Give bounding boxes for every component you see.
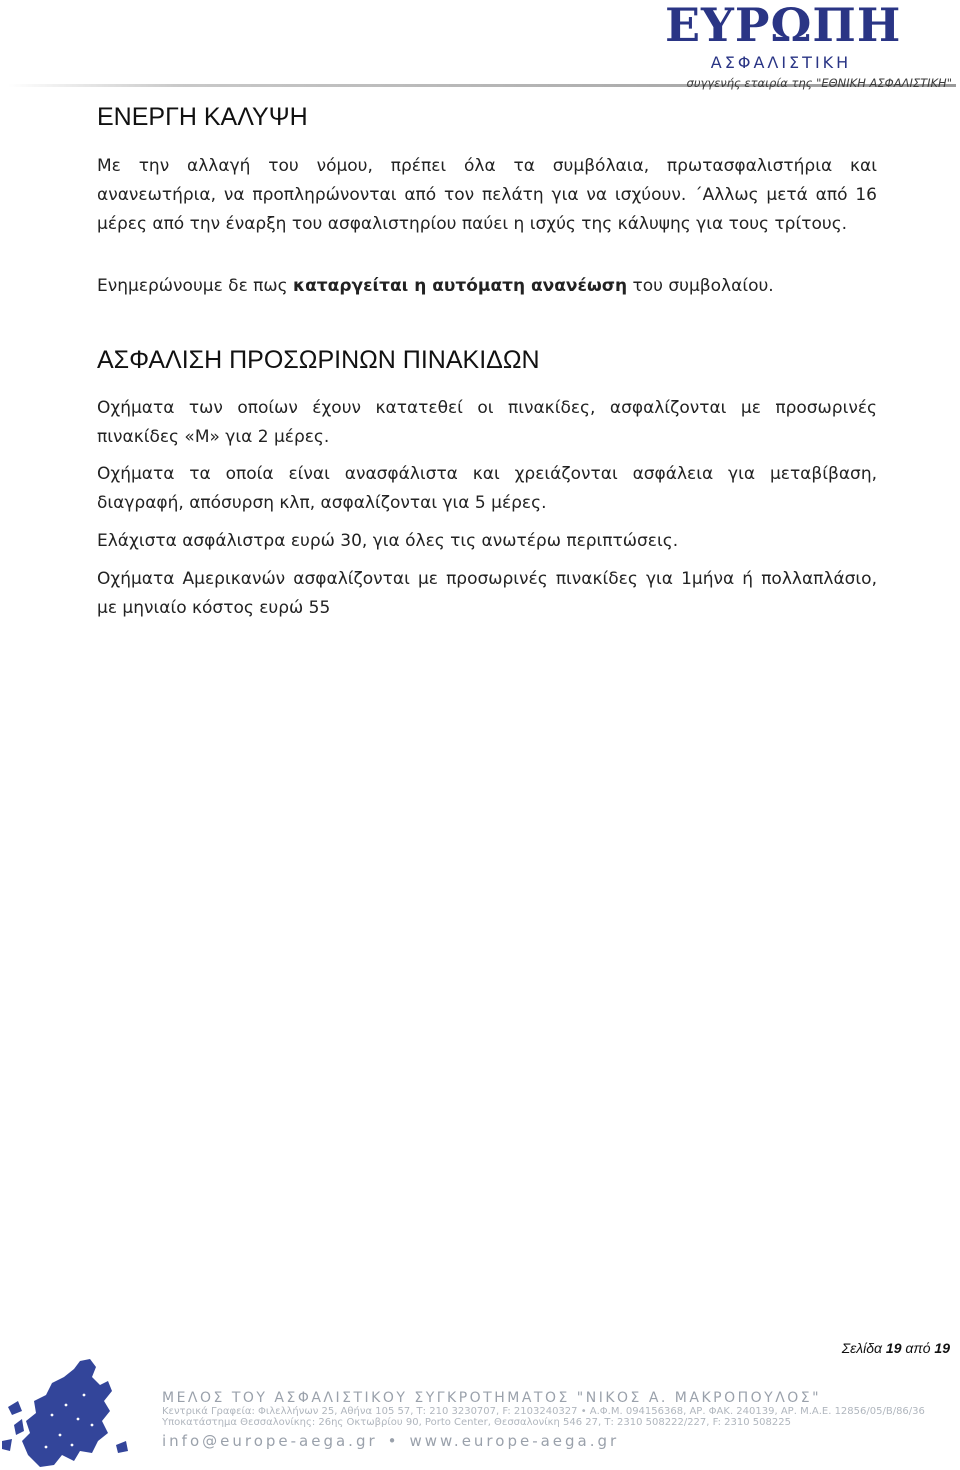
page-current: 19 <box>885 1340 902 1356</box>
logo-tagline: συγγενής εταιρία της "ΕΘΝΙΚΗ ΑΣΦΑΛΙΣΤΙΚΗ" <box>686 76 952 90</box>
company-footer <box>162 1390 952 1450</box>
footer-address-line: Κεντρικά Γραφεία: Φιλελλήνων 25, Αθήνα 105 57, Τ: 210 3230707, F: 2103240327 • Α.Φ.Μ. 094156368, ΑΡ. ΦΑΚ. 240139, ΑΡ. Μ.Α.Ε. 12856/05/Β/86/36 <box>162 1406 925 1417</box>
page-total: 19 <box>934 1340 950 1356</box>
section-heading-active-coverage: ΕΝΕΡΓΗ ΚΑΛΥΨΗ <box>97 103 308 131</box>
company-logo <box>617 0 952 92</box>
footer-bullet: • <box>387 1432 400 1450</box>
bold-text-run: καταργείται η αυτόματη ανανέωση <box>293 276 628 296</box>
text-run: Ενημερώνουμε δε πως <box>97 276 294 296</box>
footer-branch-line: Υποκατάστημα Θεσσαλονίκης: 26ης Οκτωβρίου 90, Porto Center, Θεσσαλονίκη 546 27, Τ: 2310 508222/227, F: 2310 508225 <box>162 1417 791 1428</box>
paragraph <box>97 272 877 301</box>
paragraph: Ελάχιστα ασφάλιστρα ευρώ 30, για όλες τις ανωτέρω περιπτώσεις. <box>97 531 679 551</box>
text-run: του συμβολαίου. <box>627 276 774 296</box>
paragraph: Οχήματα Αμερικανών ασφαλίζονται με προσωρινές πινακίδες για 1μήνα ή πολλαπλάσιο, με μηνιαίο κόστος ευρώ 55 <box>97 569 877 618</box>
footer-website[interactable]: www.europe-aega.gr <box>409 1432 620 1450</box>
footer-email[interactable]: info@europe-aega.gr <box>162 1432 378 1450</box>
paragraph: Με την αλλαγή του νόμου, πρέπει όλα τα συμβόλαια, πρωτασφαλιστήρια και ανανεωτήρια, να προπληρώνονται από τον πελάτη για να ισχύουν. ΄Αλλως μετά από 16 μέρες από την έναρξη του ασφαλιστηρίου παύει η ισχύς της κάλυψης για τους τρίτους. <box>97 156 877 234</box>
paragraph: Οχήματα των οποίων έχουν κατατεθεί οι πινακίδες, ασφαλίζονται με προσωρινές πινακίδες «Μ» για 2 μέρες. <box>97 398 877 447</box>
page-label: Σελίδα <box>841 1340 883 1356</box>
page-number <box>842 1340 950 1356</box>
section-heading-temporary-plates: ΑΣΦΑΛΙΣΗ ΠΡΟΣΩΡΙΝΩΝ ΠΙΝΑΚΙΔΩΝ <box>97 346 540 374</box>
footer-member-line: ΜΕΛΟΣ ΤΟΥ ΑΣΦΑΛΙΣΤΙΚΟΥ ΣΥΓΚΡΟΤΗΜΑΤΟΣ "ΝΙΚΟΣ Α. ΜΑΚΡΟΠΟΥΛΟΣ" <box>162 1390 822 1406</box>
logo-subtitle: ΑΣΦΑΛΙΣΤΙΚΗ <box>710 53 852 72</box>
page-of: από <box>905 1340 931 1356</box>
europe-map-icon <box>0 1355 150 1470</box>
logo-wordmark: ΕΥΡΩΠΗ <box>665 0 902 52</box>
paragraph: Οχήματα τα οποία είναι ανασφάλιστα και χρειάζονται ασφάλεια για μεταβίβαση, διαγραφή, απόσυρση κλπ, ασφαλίζονται για 5 μέρες. <box>97 464 877 513</box>
footer-contact-line <box>162 1432 952 1450</box>
